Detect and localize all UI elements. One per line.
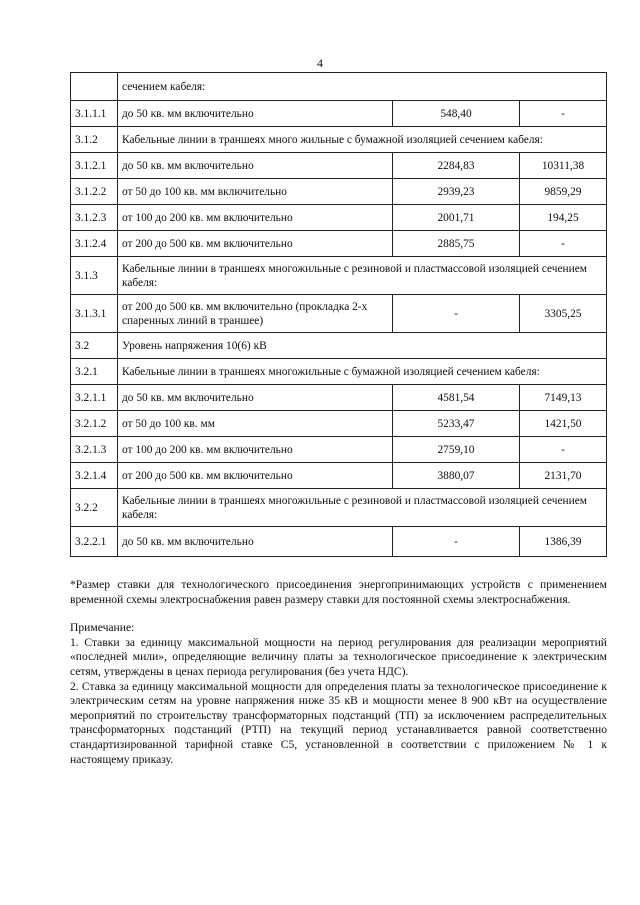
row-label: от 50 до 100 кв. мм включительно <box>118 179 393 205</box>
table-row <box>71 101 607 127</box>
row-code: 3.1.2.3 <box>71 205 118 231</box>
table-row <box>71 205 607 231</box>
row-code <box>71 73 118 101</box>
note-heading: Примечание: <box>70 621 135 635</box>
row-value-2: 1421,50 <box>520 411 607 437</box>
row-label: Уровень напряжения 10(6) кВ <box>118 333 607 359</box>
table-row <box>71 527 607 557</box>
row-code: 3.2.1.1 <box>71 385 118 411</box>
row-label: до 50 кв. мм включительно <box>118 527 393 557</box>
row-code: 3.2.2.1 <box>71 527 118 557</box>
note-1: 1. Ставки за единицу максимальной мощности на период регулирования для реализации мероприятий «последней мили», определяющие величину платы за технологическое присоединение к электрическим сетям, утверждены в ценах периода регулирования (без учета НДС). <box>70 635 607 678</box>
row-code: 3.1.3 <box>71 257 118 295</box>
row-code: 3.1.2.1 <box>71 153 118 179</box>
row-code: 3.2 <box>71 333 118 359</box>
note-2: 2. Ставка за единицу максимальной мощности для определения платы за технологическое присоединение к электрическим сетям на уровне напряжения ниже 35 кВ и мощности менее 8 900 кВт на осуществление мероприятий по строительству трансформаторных подстанций (ТП) за исключением распределительных трансформаторных подстанций (РТП) на текущий период устанавливается равной соответственно стандартизированной тарифной ставке С5, установленной в соответствии с приложением № 1 к настоящему приказу. <box>70 679 607 766</box>
row-label: Кабельные линии в траншеях многожильные с резиновой и пластмассовой изоляцией сечением кабеля: <box>118 257 607 295</box>
row-value-1: 2939,23 <box>393 179 520 205</box>
row-label: от 200 до 500 кв. мм включительно <box>118 231 393 257</box>
table-row <box>71 73 607 101</box>
table-row <box>71 231 607 257</box>
row-value-1: - <box>393 295 520 333</box>
row-value-2: 7149,13 <box>520 385 607 411</box>
row-value-1: 2001,71 <box>393 205 520 231</box>
table-row <box>71 127 607 153</box>
row-label: от 100 до 200 кв. мм включительно <box>118 437 393 463</box>
row-value-1: 5233,47 <box>393 411 520 437</box>
row-label: до 50 кв. мм включительно <box>118 101 393 127</box>
table-row <box>71 295 607 333</box>
table-row <box>71 411 607 437</box>
table-row <box>71 333 607 359</box>
row-value-1: 2885,75 <box>393 231 520 257</box>
row-value-1: - <box>393 527 520 557</box>
table-row <box>71 153 607 179</box>
row-value-2: 10311,38 <box>520 153 607 179</box>
table-row <box>71 359 607 385</box>
row-value-2: 1386,39 <box>520 527 607 557</box>
row-value-1: 2759,10 <box>393 437 520 463</box>
table-row <box>71 489 607 527</box>
row-code: 3.2.2 <box>71 489 118 527</box>
row-code: 3.1.3.1 <box>71 295 118 333</box>
row-label: до 50 кв. мм включительно <box>118 153 393 179</box>
row-label: до 50 кв. мм включительно <box>118 385 393 411</box>
row-value-2: 2131,70 <box>520 463 607 489</box>
row-value-2: - <box>520 437 607 463</box>
row-label: от 50 до 100 кв. мм <box>118 411 393 437</box>
row-code: 3.2.1.3 <box>71 437 118 463</box>
row-code: 3.2.1.4 <box>71 463 118 489</box>
table-row <box>71 257 607 295</box>
table-row <box>71 179 607 205</box>
footnote: *Размер ставки для технологического присоединения энергопринимающих устройств с применением временной схемы электроснабжения равен размеру ставки для постоянной схемы электроснабжения. <box>70 578 607 606</box>
tariff-table <box>70 72 607 557</box>
row-value-2: - <box>520 101 607 127</box>
row-label: Кабельные линии в траншеях многожильные с бумажной изоляцией сечением кабеля: <box>118 359 607 385</box>
row-code: 3.2.1.2 <box>71 411 118 437</box>
row-code: 3.1.1.1 <box>71 101 118 127</box>
row-label: Кабельные линии в траншеях много жильные с бумажной изоляцией сечением кабеля: <box>118 127 607 153</box>
row-value-1: 4581,54 <box>393 385 520 411</box>
page-number: 4 <box>317 56 323 70</box>
row-label: от 100 до 200 кв. мм включительно <box>118 205 393 231</box>
row-value-1: 2284,83 <box>393 153 520 179</box>
table-row <box>71 437 607 463</box>
notes-section <box>70 578 607 767</box>
row-value-2: 194,25 <box>520 205 607 231</box>
row-value-1: 3880,07 <box>393 463 520 489</box>
row-code: 3.2.1 <box>71 359 118 385</box>
row-label: сечением кабеля: <box>118 73 607 101</box>
row-code: 3.1.2 <box>71 127 118 153</box>
row-label: Кабельные линии в траншеях многожильные с резиновой и пластмассовой изоляцией сечением кабеля: <box>118 489 607 527</box>
row-value-2: - <box>520 231 607 257</box>
table-row <box>71 463 607 489</box>
row-value-2: 3305,25 <box>520 295 607 333</box>
row-value-2: 9859,29 <box>520 179 607 205</box>
row-label: от 200 до 500 кв. мм включительно <box>118 463 393 489</box>
row-value-1: 548,40 <box>393 101 520 127</box>
row-code: 3.1.2.2 <box>71 179 118 205</box>
row-code: 3.1.2.4 <box>71 231 118 257</box>
row-label: от 200 до 500 кв. мм включительно (прокладка 2-х спаренных линий в траншее) <box>118 295 393 333</box>
table-row <box>71 385 607 411</box>
